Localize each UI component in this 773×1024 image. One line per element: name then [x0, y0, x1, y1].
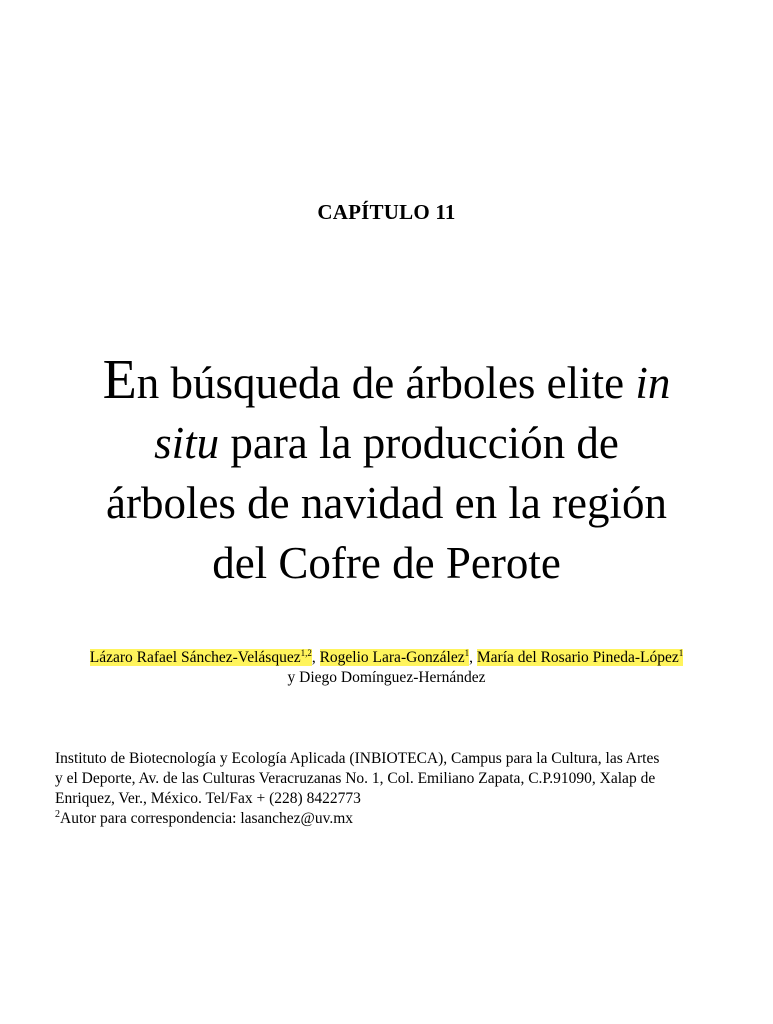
affiliation-line-1: Instituto de Biotecnología y Ecología Aplicada (INBIOTECA), Campus para la Cultura, las Artes [55, 750, 660, 767]
correspondence-mark: 2 [55, 808, 60, 820]
author-2-name: Rogelio Lara-González [319, 649, 465, 666]
author-line-2: y Diego Domínguez-Hernández [287, 669, 486, 686]
title-line-4: del Cofre de Perote [212, 538, 561, 588]
affiliation-block [55, 749, 725, 829]
author-1 [90, 649, 312, 666]
correspondence-line [55, 809, 725, 829]
author-3 [477, 649, 683, 666]
author-1-affiliation-mark: 1,2 [300, 647, 312, 658]
affiliation-line-2: y el Deporte, Av. de las Culturas Veracruzanas No. 1, Col. Emiliano Zapata, C.P.91090, Xalap de [55, 770, 656, 787]
correspondence-text: Autor para correspondencia: lasanchez@uv.mx [60, 810, 354, 827]
author-2 [320, 649, 470, 666]
title-italic-in: in [635, 358, 671, 408]
title-drop-cap: E [102, 349, 137, 411]
title-line-3: árboles de navidad en la región [105, 478, 668, 528]
author-2-affiliation-mark: 1 [464, 647, 470, 658]
affiliation-line-3: Enriquez, Ver., México. Tel/Fax + (228) 8422773 [55, 790, 361, 807]
author-1-name: Lázaro Rafael Sánchez-Velásquez [89, 649, 301, 666]
author-separator-2: , [469, 649, 477, 666]
author-line-1 [0, 648, 773, 668]
title-part-2: para la producción de [219, 418, 619, 468]
chapter-title [40, 350, 733, 593]
author-list [0, 648, 773, 688]
chapter-heading: CAPÍTULO 11 [317, 200, 456, 224]
title-italic-situ: situ [154, 418, 220, 468]
title-part-1: n búsqueda de árboles elite [136, 358, 636, 408]
author-separator-1: , [311, 649, 320, 666]
author-3-name: María del Rosario Pineda-López [476, 649, 679, 666]
author-3-affiliation-mark: 1 [678, 647, 684, 658]
